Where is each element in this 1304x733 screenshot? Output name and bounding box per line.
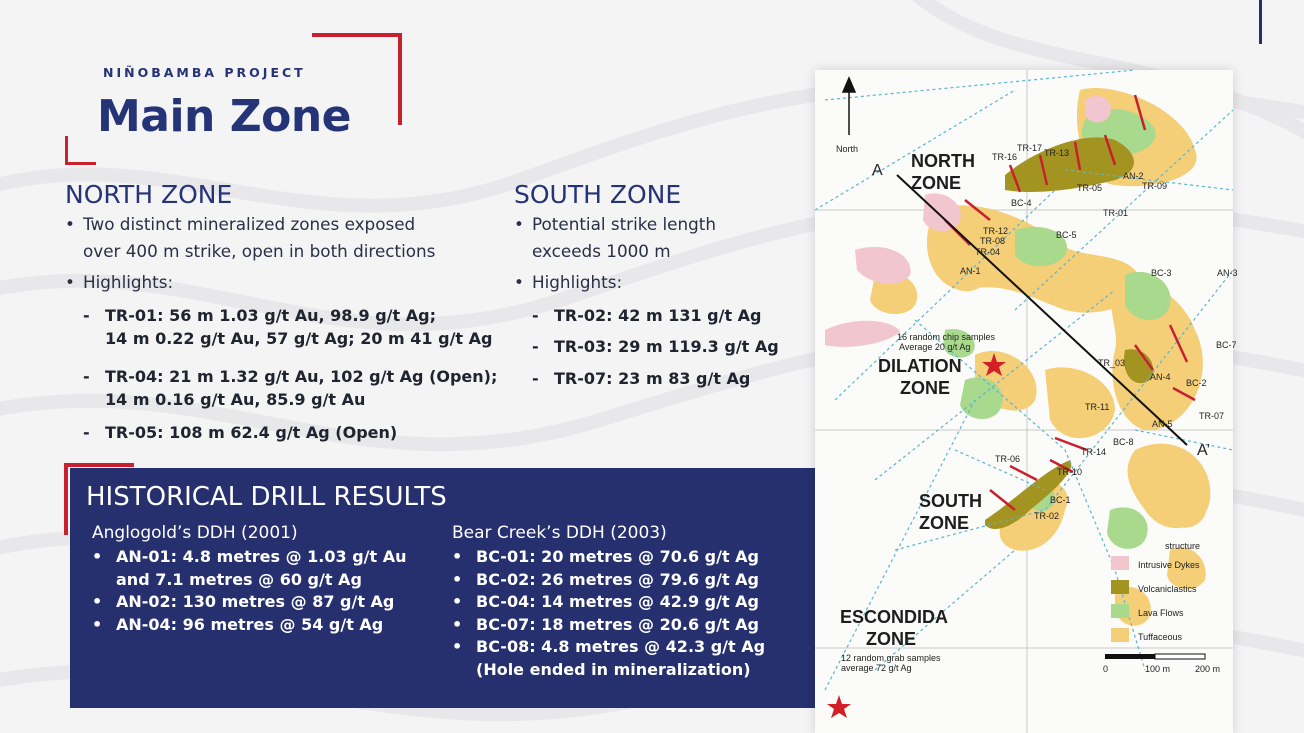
scale-label-0: 0 xyxy=(1103,664,1109,674)
map-label-tr01: TR-01 xyxy=(1103,208,1129,218)
legend-swatch-dykes xyxy=(1111,556,1129,570)
north-zone-l2: ZONE xyxy=(911,173,962,193)
south-bullet-1-line-1: Potential strike length xyxy=(532,214,717,234)
list-item: • BC-08: 4.8 metres @ 42.3 g/t Ag xyxy=(452,637,766,656)
south-highlight-1-text: TR-02: 42 m 131 g/t Ag xyxy=(554,306,762,325)
legend-label-lava: Lava Flows xyxy=(1138,608,1184,618)
north-zone-heading: NORTH ZONE xyxy=(65,180,233,209)
north-highlights-label: Highlights: xyxy=(83,272,174,292)
map-label-bc8: BC-8 xyxy=(1113,437,1134,447)
project-name: NIÑOBAMBA PROJECT xyxy=(103,65,306,80)
anglo-item-text: AN-02: 130 metres @ 87 g/t Ag xyxy=(116,592,395,611)
bear-item-text: BC-07: 18 metres @ 20.6 g/t Ag xyxy=(476,614,759,634)
bear-item-text: (Hole ended in mineralization) xyxy=(476,659,751,679)
map-label-tr13: TR-13 xyxy=(1044,148,1070,158)
map-label-tr10: TR-10 xyxy=(1057,467,1083,477)
chip-samples-note xyxy=(897,332,995,352)
north-arrow-label: North xyxy=(836,144,859,154)
dilation-zone-label xyxy=(878,355,962,399)
map-label-bc2: BC-2 xyxy=(1186,378,1207,388)
map-label-tr02: TR-02 xyxy=(1034,511,1060,521)
map-label-tr03: TR_03 xyxy=(1098,358,1126,368)
north-bullet-1: • Two distinct mineralized zones exposed over 400 m strike, open in both directions xyxy=(65,214,436,261)
list-item: • BC-07: 18 metres @ 20.6 g/t Ag xyxy=(452,614,759,634)
chip-l2: Average 20 g/t Ag xyxy=(899,342,971,352)
south-zone-heading: SOUTH ZONE xyxy=(514,180,682,209)
map-label-bc7: BC-7 xyxy=(1216,340,1237,350)
north-highlight-3: - TR-05: 108 m 62.4 g/t Ag (Open) xyxy=(83,423,398,442)
map-label-tr16: TR-16 xyxy=(992,152,1018,162)
anglogold-heading: Anglogold’s DDH (2001) xyxy=(92,523,298,543)
legend-label-volcaniclastics: Volcaniclastics xyxy=(1138,584,1197,594)
grab-samples-note xyxy=(841,653,941,673)
map-label-an1: AN-1 xyxy=(960,266,981,276)
drill-results-title: HISTORICAL DRILL RESULTS xyxy=(86,482,447,512)
north-highlight-3-text: TR-05: 108 m 62.4 g/t Ag (Open) xyxy=(105,423,398,442)
map-label-tr06: TR-06 xyxy=(995,454,1021,464)
south-bullet-2: • Highlights: xyxy=(514,272,623,292)
chip-l1: 16 random chip samples xyxy=(897,332,996,342)
map-label-tr12: TR-12 xyxy=(983,226,1009,236)
map-label-bc5: BC-5 xyxy=(1056,230,1077,240)
map-label-tr09: TR-09 xyxy=(1142,181,1168,191)
north-highlight-2-line-1: TR-04: 21 m 1.32 g/t Au, 102 g/t Ag (Open); xyxy=(105,367,498,386)
north-highlight-2: - TR-04: 21 m 1.32 g/t Au, 102 g/t Ag (Open); 14 m 0.16 g/t Au, 85.9 g/t Au xyxy=(83,367,498,409)
list-item: • BC-01: 20 metres @ 70.6 g/t Ag xyxy=(452,547,759,566)
anglogold-results-list xyxy=(92,546,406,636)
south-zone-l2: ZONE xyxy=(919,513,970,533)
south-highlight-1: - TR-02: 42 m 131 g/t Ag xyxy=(532,306,762,325)
legend-label-dykes: Intrusive Dykes xyxy=(1138,560,1200,570)
legend-swatch-volcaniclastics xyxy=(1111,580,1129,594)
list-item xyxy=(92,569,406,592)
south-highlight-2: - TR-03: 29 m 119.3 g/t Ag xyxy=(532,337,779,356)
scale-label-200: 200 m xyxy=(1195,664,1221,674)
anglo-item-text: AN-01: 4.8 metres @ 1.03 g/t Au xyxy=(116,547,407,566)
escondida-zone-l1: ESCONDIDA xyxy=(840,607,949,627)
bear-item-text: BC-01: 20 metres @ 70.6 g/t Ag xyxy=(476,547,759,566)
section-a-prime-label: A’ xyxy=(1197,442,1211,459)
bear-creek-results-list xyxy=(452,546,765,681)
map-label-bc3: BC-3 xyxy=(1151,268,1172,278)
south-highlight-3: - TR-07: 23 m 83 g/t Ag xyxy=(532,369,751,388)
legend-label-tuffaceous: Tuffaceous xyxy=(1138,632,1183,642)
anglo-item-text: and 7.1 metres @ 60 g/t Ag xyxy=(116,569,362,589)
map-label-tr14: TR-14 xyxy=(1081,447,1107,457)
map-label-tr07: TR-07 xyxy=(1199,411,1225,421)
map-label-bc1: BC-1 xyxy=(1050,495,1071,505)
grab-l2: average 72 g/t Ag xyxy=(841,663,912,673)
north-bullet-2: • Highlights: xyxy=(65,272,174,292)
list-item: • AN-02: 130 metres @ 87 g/t Ag xyxy=(92,592,395,611)
legend-swatch-lava xyxy=(1111,604,1129,618)
north-bullet-1-line-2: over 400 m strike, open in both directions xyxy=(83,241,436,261)
grab-l1: 12 random grab samples xyxy=(841,653,941,663)
south-highlights-label: Highlights: xyxy=(532,272,623,292)
list-item: • BC-04: 14 metres @ 42.9 g/t Ag xyxy=(452,592,759,611)
north-zone-label xyxy=(911,150,975,194)
south-highlight-3-text: TR-07: 23 m 83 g/t Ag xyxy=(554,369,751,388)
north-bullet-1-line-1: Two distinct mineralized zones exposed xyxy=(83,214,416,234)
north-highlight-1: - TR-01: 56 m 1.03 g/t Au, 98.9 g/t Ag; 14 m 0.22 g/t Au, 57 g/t Ag; 20 m 41 g/t Ag xyxy=(83,306,493,348)
corner-accent-line xyxy=(1259,0,1262,44)
list-item: • AN-01: 4.8 metres @ 1.03 g/t Au xyxy=(92,547,407,566)
bear-creek-heading: Bear Creek’s DDH (2003) xyxy=(452,523,667,543)
north-highlight-1-line-2: 14 m 0.22 g/t Au, 57 g/t Ag; 20 m 41 g/t Ag xyxy=(105,329,493,348)
south-zone-label xyxy=(919,490,982,534)
map-label-tr08: TR-08 xyxy=(980,236,1006,246)
scale-label-100: 100 m xyxy=(1145,664,1171,674)
bear-item-text: BC-08: 4.8 metres @ 42.3 g/t Ag xyxy=(476,637,766,656)
escondida-zone-l2: ZONE xyxy=(866,629,917,649)
bear-item-text: BC-04: 14 metres @ 42.9 g/t Ag xyxy=(476,592,759,611)
map-label-an3: AN-3 xyxy=(1217,268,1238,278)
map-label-tr05: TR-05 xyxy=(1077,183,1103,193)
legend-swatch-tuffaceous xyxy=(1111,628,1129,642)
map-label-an4: AN-4 xyxy=(1150,372,1171,382)
map-label-tr04: TR-04 xyxy=(975,247,1001,257)
list-item: • BC-02: 26 metres @ 79.6 g/t Ag xyxy=(452,569,759,589)
map-label-bc4: BC-4 xyxy=(1011,198,1032,208)
south-highlight-2-text: TR-03: 29 m 119.3 g/t Ag xyxy=(554,337,779,356)
north-highlight-2-line-2: 14 m 0.16 g/t Au, 85.9 g/t Au xyxy=(105,390,366,409)
dilation-zone-l2: ZONE xyxy=(900,378,951,398)
list-item xyxy=(452,659,765,682)
dilation-zone-l1: DILATION xyxy=(878,356,962,376)
south-bullet-1: • Potential strike length exceeds 1000 m xyxy=(514,214,717,261)
geology-map xyxy=(815,70,1238,733)
map-label-tr17: TR-17 xyxy=(1017,143,1043,153)
escondida-zone-label xyxy=(840,606,948,650)
map-label-an5: AN-5 xyxy=(1152,419,1173,429)
legend-title: structure xyxy=(1165,541,1201,551)
map-label-an2: AN-2 xyxy=(1123,171,1144,181)
page-title: Main Zone xyxy=(97,91,351,142)
north-highlight-1-line-1: TR-01: 56 m 1.03 g/t Au, 98.9 g/t Ag; xyxy=(105,306,436,325)
title-bracket-bottom-left xyxy=(65,136,96,165)
map-label-tr11: TR-11 xyxy=(1085,402,1110,412)
section-a-label: A xyxy=(872,162,883,179)
list-item: • AN-04: 96 metres @ 54 g/t Ag xyxy=(92,614,384,634)
south-bullet-1-line-2: exceeds 1000 m xyxy=(532,241,671,261)
anglo-item-text: AN-04: 96 metres @ 54 g/t Ag xyxy=(116,614,384,634)
south-zone-l1: SOUTH xyxy=(919,491,982,511)
bear-item-text: BC-02: 26 metres @ 79.6 g/t Ag xyxy=(476,569,759,589)
north-zone-l1: NORTH xyxy=(911,151,975,171)
